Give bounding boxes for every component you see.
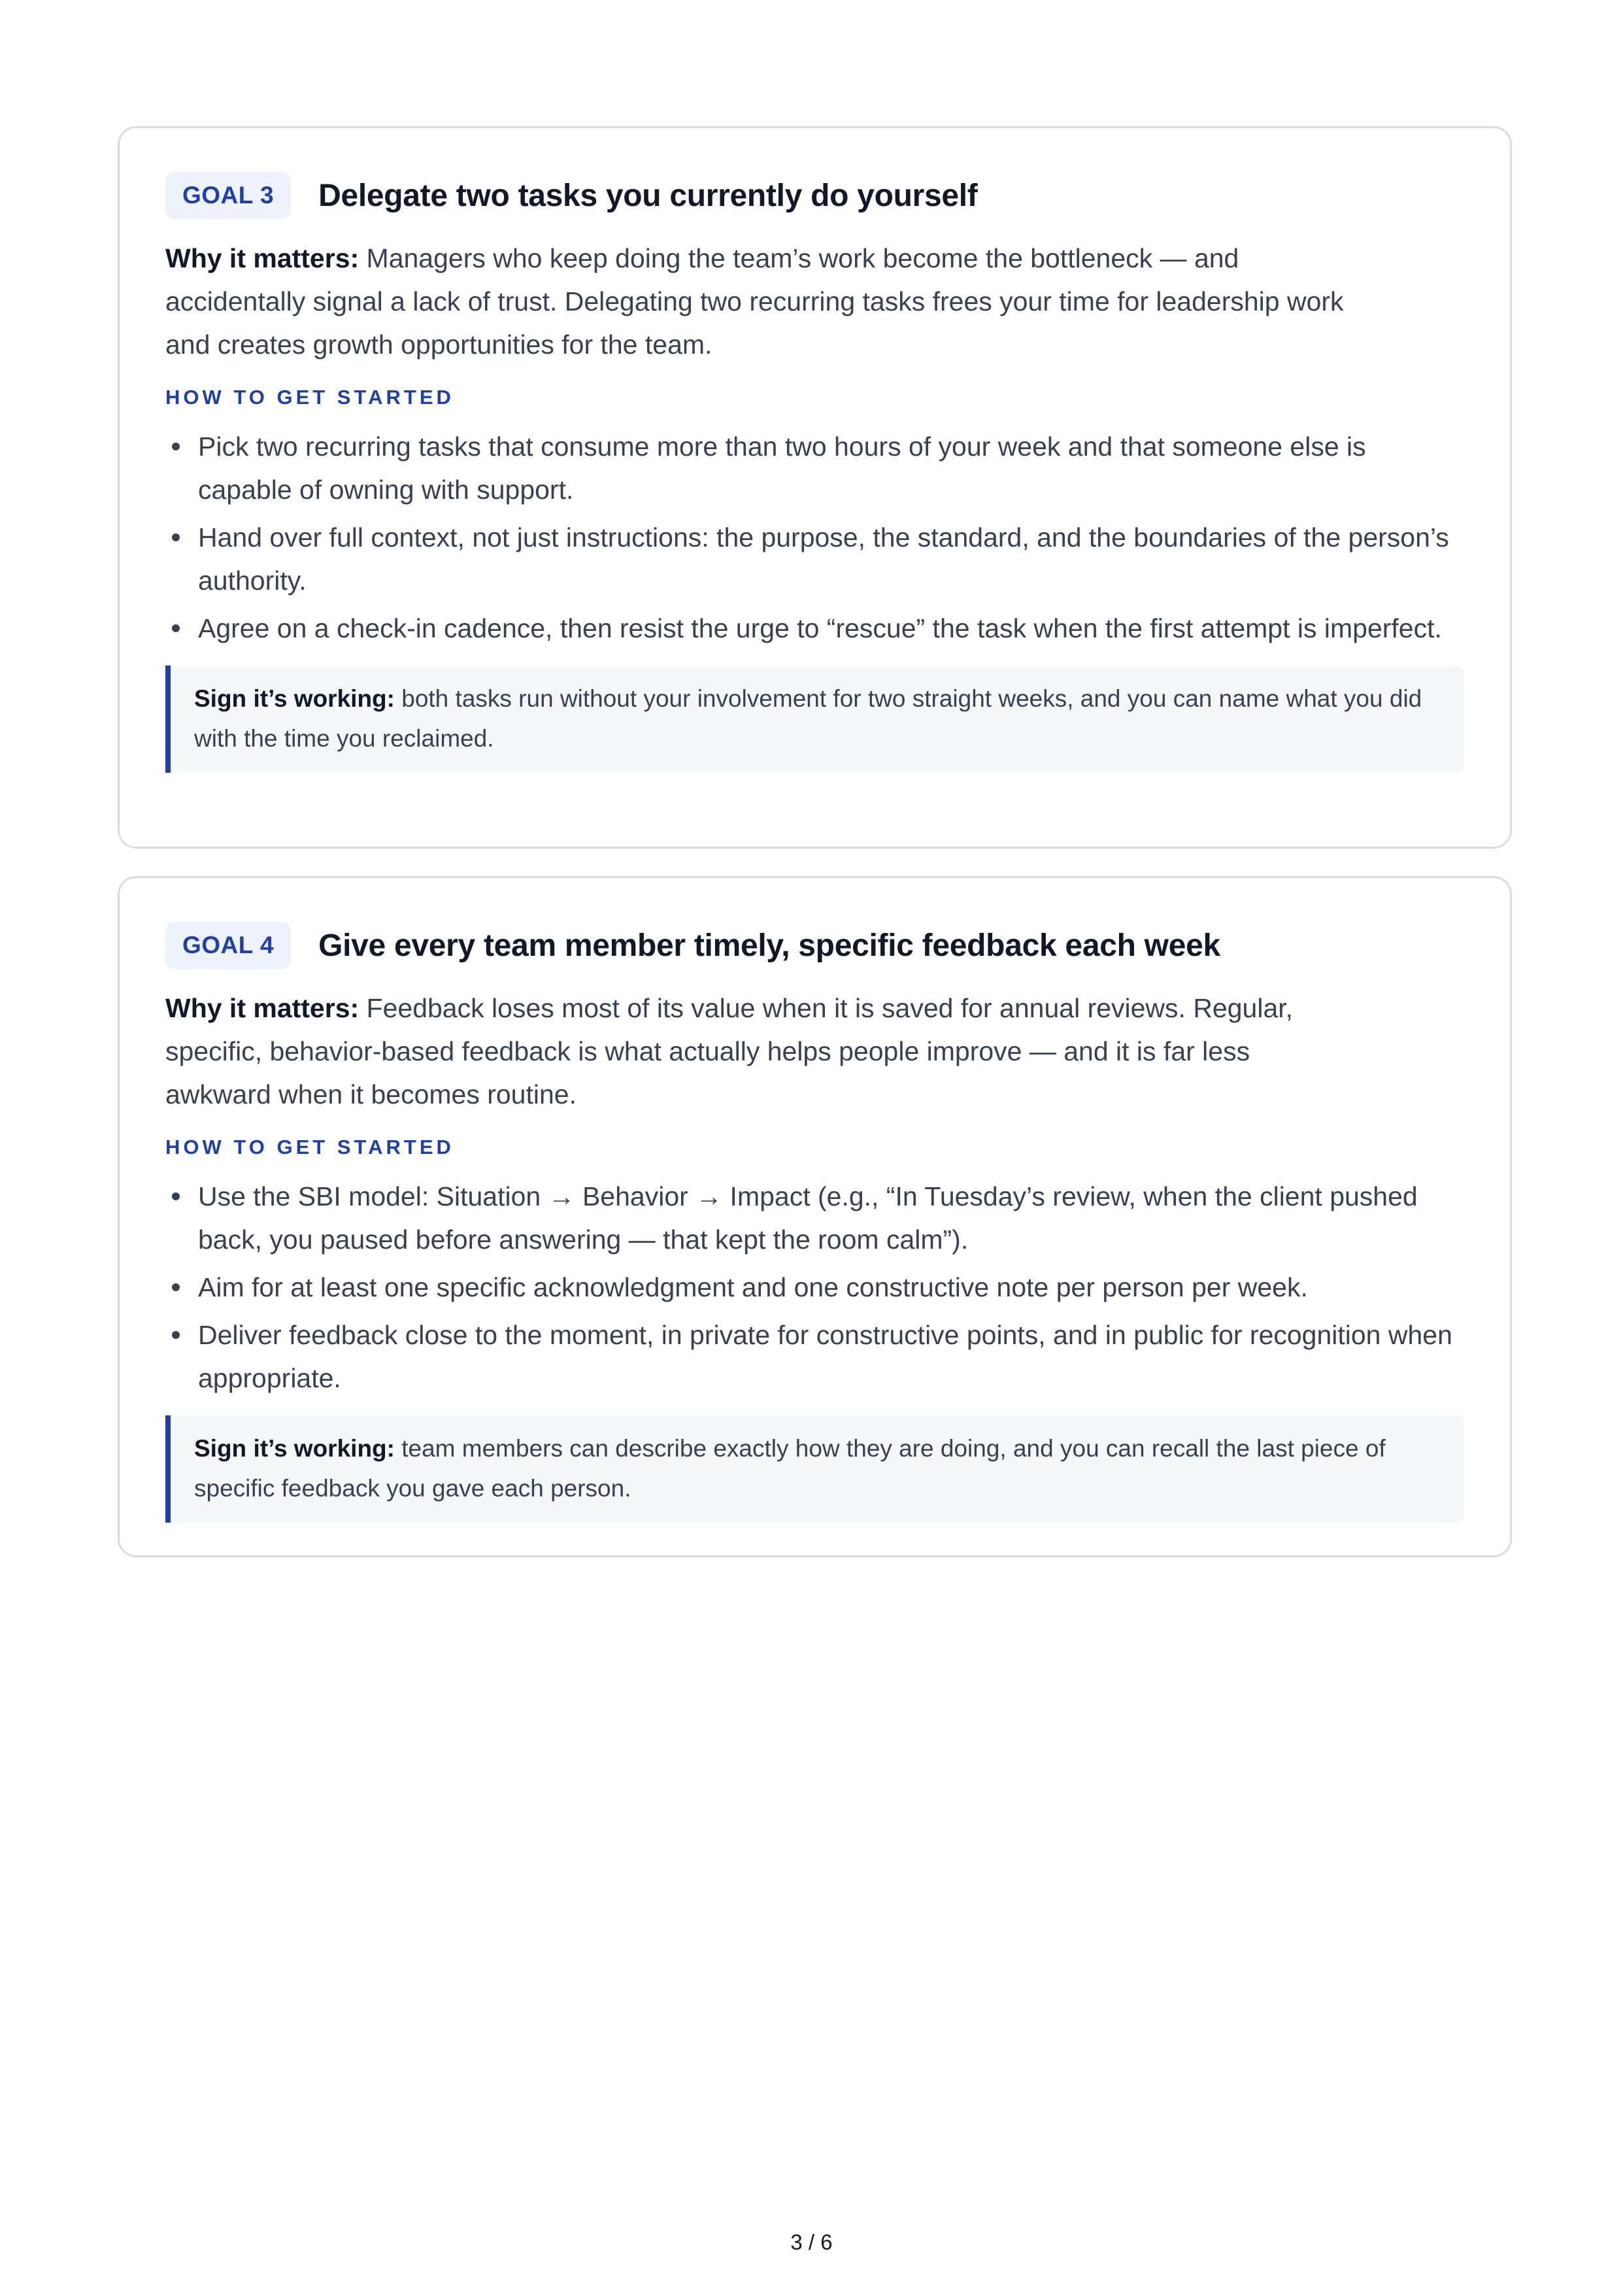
bullet-icon bbox=[172, 1192, 180, 1200]
page-number: 3 / 6 bbox=[790, 2230, 833, 2254]
list-item bbox=[165, 1313, 1464, 1400]
sign-label: Sign it’s working: bbox=[194, 1435, 395, 1462]
list-item bbox=[165, 607, 1464, 650]
steps-list bbox=[165, 425, 1464, 650]
sign-label: Sign it’s working: bbox=[194, 685, 395, 712]
step-text: Use the SBI model: Situation → Behavior → Impact (e.g., “In Tuesday’s review, when the client pushed back, you paused before answering — that kept the room calm”). bbox=[198, 1181, 1418, 1255]
section-label-how-to-get-started: HOW TO GET STARTED bbox=[165, 1136, 454, 1158]
goal-title: Delegate two tasks you currently do yourself bbox=[318, 178, 978, 213]
why-label: Why it matters: bbox=[165, 243, 360, 273]
bullet-icon bbox=[172, 624, 180, 632]
goal-badge: GOAL 3 bbox=[165, 172, 291, 219]
goal-card-3 bbox=[118, 126, 1512, 849]
bullet-icon bbox=[172, 533, 180, 541]
sign-text: team members can describe exactly how they are doing, and you can recall the last piece of specific feedback you gave each person. bbox=[194, 1435, 1386, 1502]
step-text: Agree on a check-in cadence, then resist the urge to “rescue” the task when the first attempt is imperfect. bbox=[198, 613, 1442, 643]
bullet-icon bbox=[172, 1283, 180, 1291]
step-text: Hand over full context, not just instructions: the purpose, the standard, and the boundaries of the person’s authority. bbox=[198, 522, 1449, 596]
goal-header bbox=[165, 170, 1464, 221]
why-text: Managers who keep doing the team’s work become the bottleneck — and accidentally signal a lack of trust. Delegating two recurring tasks frees your time for leadership work and creates growth opportunities for the team. bbox=[165, 243, 1344, 360]
why-label: Why it matters: bbox=[165, 993, 360, 1023]
list-item bbox=[165, 1266, 1464, 1309]
step-text: Aim for at least one specific acknowledgment and one constructive note per person per week. bbox=[198, 1272, 1308, 1302]
sign-its-working-callout bbox=[165, 1415, 1464, 1523]
step-text: Deliver feedback close to the moment, in private for constructive points, and in public for recognition when appropriate. bbox=[198, 1320, 1452, 1393]
list-item bbox=[165, 516, 1464, 602]
list-item bbox=[165, 425, 1464, 511]
goal-card-4 bbox=[118, 876, 1512, 1557]
list-item bbox=[165, 1175, 1464, 1261]
section-label-how-to-get-started: HOW TO GET STARTED bbox=[165, 386, 454, 409]
sign-its-working-callout bbox=[165, 666, 1464, 773]
steps-list bbox=[165, 1175, 1464, 1400]
sign-text: both tasks run without your involvement for two straight weeks, and you can name what you did with the time you reclaimed. bbox=[194, 685, 1422, 752]
step-text: Pick two recurring tasks that consume more than two hours of your week and that someone else is capable of owning with support. bbox=[198, 431, 1366, 505]
goal-header bbox=[165, 920, 1464, 971]
why-text: Feedback loses most of its value when it is saved for annual reviews. Regular, specific, behavior-based feedback is what actually helps people improve — and it is far less awkward when it becomes routine. bbox=[165, 993, 1294, 1109]
goal-title: Give every team member timely, specific feedback each week bbox=[318, 928, 1220, 963]
bullet-icon bbox=[172, 443, 180, 450]
bullet-icon bbox=[172, 1331, 180, 1339]
why-it-matters bbox=[165, 987, 1362, 1116]
goal-badge: GOAL 4 bbox=[165, 922, 291, 969]
why-it-matters bbox=[165, 237, 1362, 366]
